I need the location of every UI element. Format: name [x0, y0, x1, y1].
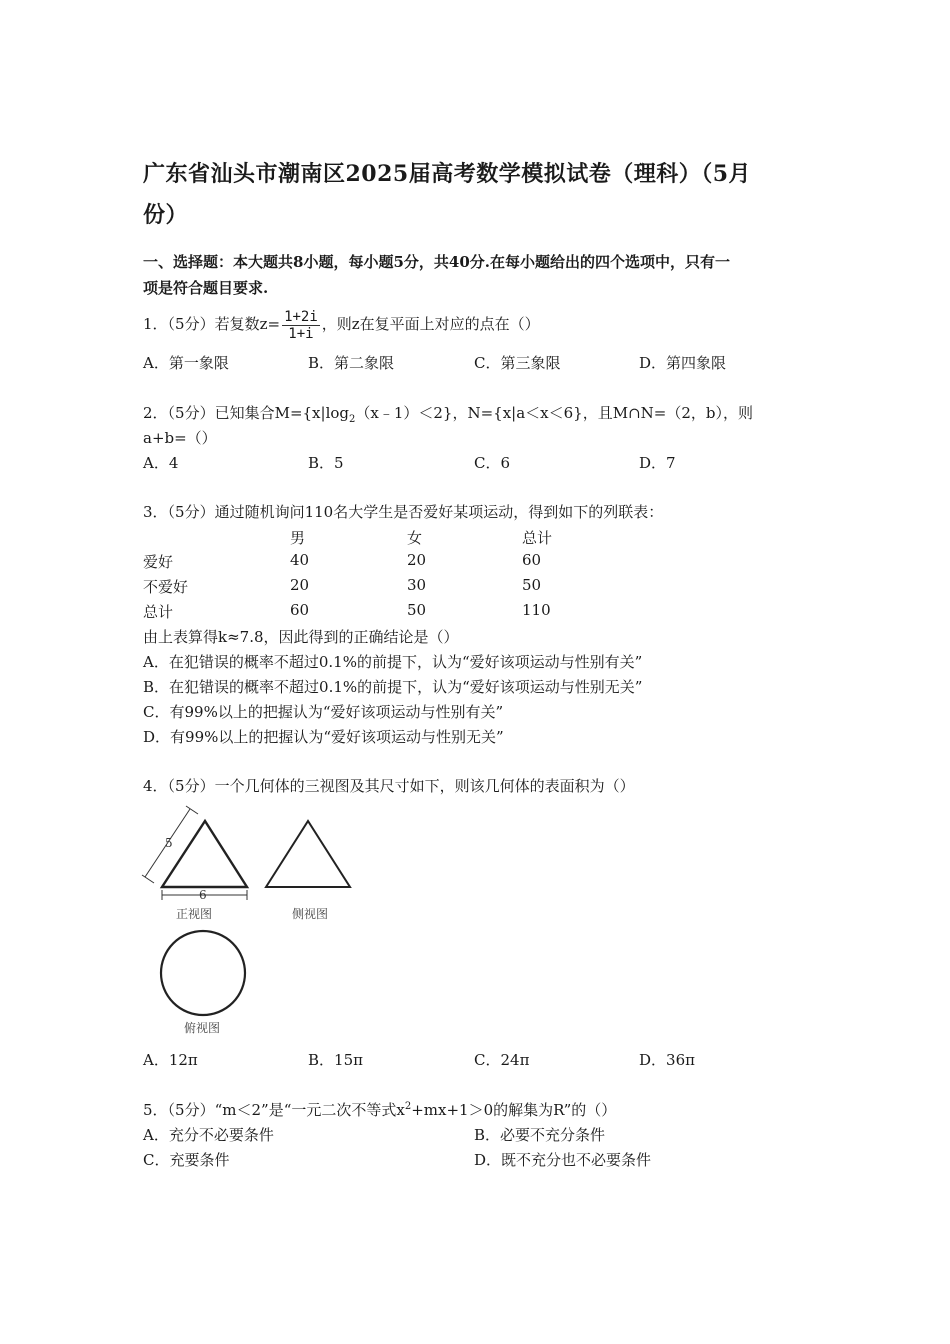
- q3-option-d[interactable]: D．有99%以上的把握认为“爱好该项运动与性别无关”: [143, 728, 504, 746]
- q1-numerator: 1+2i: [284, 308, 318, 325]
- q3-option-a[interactable]: A．在犯错误的概率不超过0.1%的前提下，认为“爱好该项运动与性别有关”: [143, 653, 643, 671]
- top-view: [161, 931, 245, 1035]
- question-2-line2: a+b=（）: [143, 429, 217, 447]
- q3-option-c[interactable]: C．有99%以上的把握认为“爱好该项运动与性别有关”: [143, 703, 504, 721]
- q3-conclusion: 由上表算得k≈7.8，因此得到的正确结论是（）: [143, 628, 459, 646]
- front-view-triangle: [162, 821, 247, 887]
- q1-fraction: [282, 309, 320, 342]
- top-view-circle: [161, 931, 245, 1015]
- question-3-stem: 3．（5分）通过随机询问110名大学生是否爱好某项运动，得到如下的列联表：: [143, 503, 664, 521]
- side-view-triangle: [266, 821, 350, 887]
- table-cell: 60: [290, 601, 310, 619]
- q2-text-a: 2．（5分）已知集合M={x|log: [143, 404, 350, 422]
- q2-log-base: 2: [349, 414, 356, 425]
- q2-text-b: （x﹣1）＜2}，N={x|a＜x＜6}，且M∩N=（2，b），则: [355, 404, 753, 422]
- table-cell: 60: [522, 551, 542, 569]
- question-4-stem: 4．（5分）一个几何体的三视图及其尺寸如下，则该几何体的表面积为（）: [143, 777, 635, 795]
- slant-dimension-label: 5: [165, 836, 173, 850]
- table-header-total: 总计: [522, 529, 553, 547]
- side-view-label: 侧视图: [292, 907, 329, 921]
- front-view-label: 正视图: [176, 907, 213, 921]
- question-5-stem: [143, 1099, 616, 1120]
- q1-denominator: 1+i: [288, 325, 314, 342]
- table-header-male: 男: [290, 529, 306, 547]
- q1-suffix: ，则z在复平面上对应的点在（）: [321, 315, 540, 333]
- table-cell: 30: [407, 576, 427, 594]
- q4-option-b[interactable]: B．15π: [308, 1051, 363, 1069]
- table-header-female: 女: [407, 529, 423, 547]
- base-dimension-label: 6: [199, 888, 207, 902]
- table-cell: 20: [407, 551, 427, 569]
- q2-option-d[interactable]: D．7: [639, 454, 676, 472]
- question-1-stem: [143, 306, 540, 342]
- table-cell: 不爱好: [143, 578, 189, 596]
- table-cell: 110: [522, 601, 551, 619]
- q1-option-b[interactable]: B．第二象限: [308, 354, 395, 372]
- table-cell: 20: [290, 576, 310, 594]
- table-cell: 50: [522, 576, 542, 594]
- table-cell: 40: [290, 551, 310, 569]
- q2-option-c[interactable]: C．6: [474, 454, 511, 472]
- q1-option-d[interactable]: D．第四象限: [639, 354, 727, 372]
- q5-option-a[interactable]: A．充分不必要条件: [143, 1126, 274, 1144]
- top-view-label: 俯视图: [184, 1021, 221, 1035]
- q5-option-d[interactable]: D．既不充分也不必要条件: [474, 1151, 652, 1169]
- q1-prefix: 1．（5分）若复数z=: [143, 315, 281, 333]
- q4-option-d[interactable]: D．36π: [639, 1051, 695, 1069]
- q1-option-a[interactable]: A．第一象限: [143, 354, 229, 372]
- section-heading-line2: 项是符合题目要求.: [143, 279, 269, 297]
- q5-text-b: +mx+1＞0的解集为R”的（）: [411, 1101, 617, 1119]
- q1-option-c[interactable]: C．第三象限: [474, 354, 561, 372]
- page-title-line2: 份）: [143, 202, 189, 228]
- three-view-figure: [140, 800, 380, 1040]
- front-view: [142, 806, 247, 921]
- section-heading-line1: 一、选择题：本大题共8小题，每小题5分，共40分.在每小题给出的四个选项中，只有一: [143, 253, 730, 271]
- q3-option-b[interactable]: B．在犯错误的概率不超过0.1%的前提下，认为“爱好该项运动与性别无关”: [143, 678, 643, 696]
- question-2-stem: [143, 402, 753, 425]
- q4-option-a[interactable]: A．12π: [143, 1051, 198, 1069]
- q5-exponent: 2: [404, 1101, 412, 1112]
- q5-option-b[interactable]: B．必要不充分条件: [474, 1126, 606, 1144]
- q2-option-b[interactable]: B．5: [308, 454, 344, 472]
- table-cell: 爱好: [143, 553, 174, 571]
- table-cell: 总计: [143, 603, 174, 621]
- q5-option-c[interactable]: C．充要条件: [143, 1151, 230, 1169]
- page-title-line1: 广东省汕头市潮南区2025届高考数学模拟试卷（理科）（5月: [143, 161, 752, 187]
- q5-text-a: 5．（5分）“m＜2”是“一元二次不等式x: [143, 1101, 405, 1119]
- q4-option-c[interactable]: C．24π: [474, 1051, 530, 1069]
- table-cell: 50: [407, 601, 427, 619]
- dimension-tick: [142, 875, 154, 883]
- side-view: [266, 821, 350, 921]
- q2-option-a[interactable]: A．4: [143, 454, 179, 472]
